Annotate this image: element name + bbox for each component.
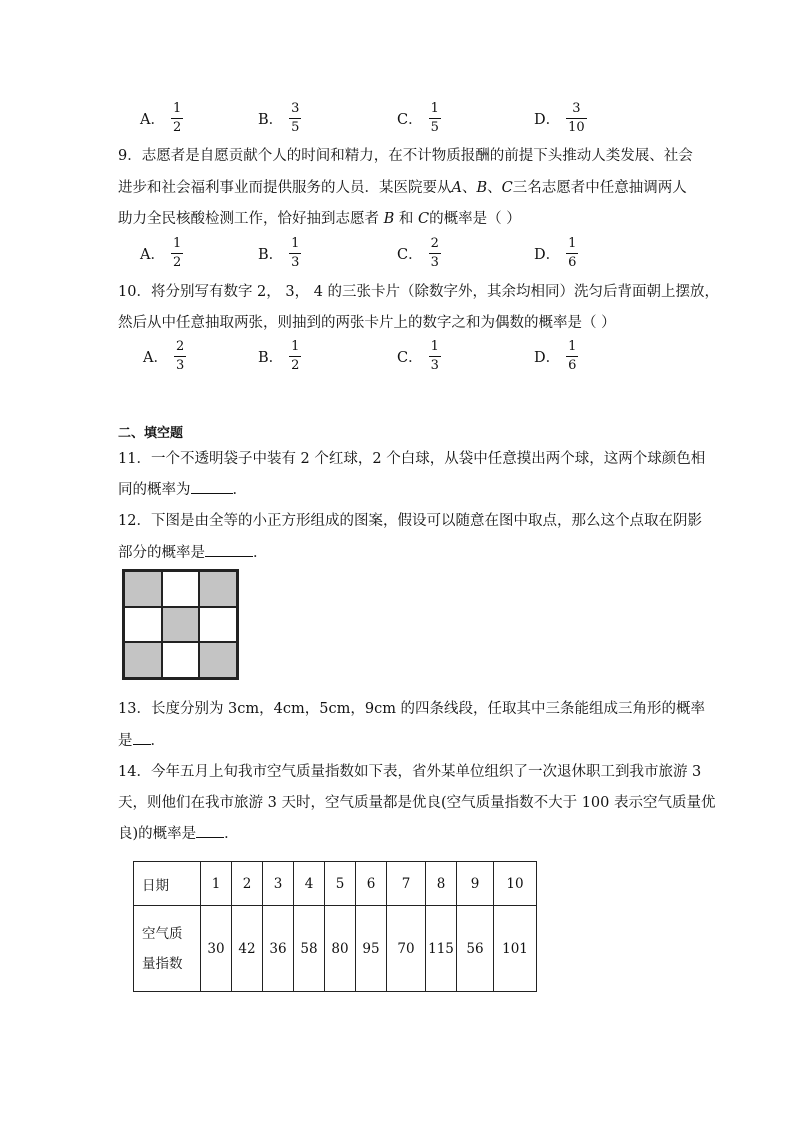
fraction: $\frac{1}{2}$ xyxy=(172,100,182,135)
answer-blank[interactable] xyxy=(191,481,233,494)
grid-cell xyxy=(124,607,162,643)
grid-cell-shaded xyxy=(199,571,237,607)
table-cell-date: 7 xyxy=(387,862,426,906)
q9-option-d[interactable]: D． $\frac{1}{6}$ xyxy=(534,235,577,270)
grid-cell xyxy=(162,571,200,607)
shaded-grid-figure xyxy=(122,569,239,680)
q9-line-3: 助力全民核酸检测工作，恰好抽到志愿者 B 和 C的概率是（ ） xyxy=(118,211,521,227)
answer-blank[interactable] xyxy=(133,732,151,745)
q14-line-3: 良)的概率是 ． xyxy=(118,826,239,842)
fraction: $\frac{1}{6}$ xyxy=(568,338,577,373)
q8-options xyxy=(140,98,740,138)
section-title: 二、填空题 xyxy=(118,426,184,441)
q8-option-a[interactable]: A． $\frac{1}{2}$ xyxy=(140,100,182,135)
q8-option-c[interactable]: C． $\frac{1}{5}$ xyxy=(397,100,439,135)
q10-line-2: 然后从中任意抽取两张，则抽到的两张卡片上的数字之和为偶数的概率是（ ） xyxy=(118,315,616,331)
fraction: $\frac{1}{2}$ xyxy=(291,338,300,373)
table-cell-aqi: 56 xyxy=(457,906,494,992)
q10-line-1: 10．将分别写有数字 2， 3， 4 的三张卡片（除数字外，其余均相同）洗匀后背面朝上摆放， xyxy=(118,284,720,300)
q13-line-2: 是 ． xyxy=(118,733,165,749)
q10-options xyxy=(143,336,743,376)
fraction: $\frac{3}{5}$ xyxy=(291,100,300,135)
table-cell-date: 4 xyxy=(294,862,325,906)
q10-option-a[interactable]: A． $\frac{2}{3}$ xyxy=(143,338,185,373)
table-cell-aqi: 115 xyxy=(426,906,457,992)
q9-option-c[interactable]: C． $\frac{2}{3}$ xyxy=(397,235,439,270)
grid-cell-shaded xyxy=(199,642,237,678)
fraction: $\frac{2}{3}$ xyxy=(430,235,439,270)
fraction: $\frac{1}{3}$ xyxy=(430,338,439,373)
q9-line-1: 9．志愿者是自愿贡献个人的时间和精力，在不计物质报酬的前提下头推动人类发展、社会 xyxy=(118,148,693,164)
fraction: $\frac{3}{10}$ xyxy=(568,100,585,135)
fraction: $\frac{2}{3}$ xyxy=(175,338,185,373)
air-quality-table xyxy=(133,861,537,992)
answer-blank[interactable] xyxy=(205,544,253,557)
table-cell-date: 8 xyxy=(426,862,457,906)
q9-option-a[interactable]: A． $\frac{1}{2}$ xyxy=(140,235,182,270)
table-cell-date: 10 xyxy=(494,862,537,906)
table-cell-date: 2 xyxy=(232,862,263,906)
table-cell-date: 3 xyxy=(263,862,294,906)
q9-line-2: 进步和社会福利事业而提供服务的人员．某医院要从A、B、C三名志愿者中任意抽调两人 xyxy=(118,180,687,196)
table-cell-date: 1 xyxy=(201,862,232,906)
q10-option-c[interactable]: C． $\frac{1}{3}$ xyxy=(397,338,439,373)
table-cell-date: 5 xyxy=(325,862,356,906)
table-cell-aqi: 30 xyxy=(201,906,232,992)
q12-line-2: 部分的概率是 ． xyxy=(118,545,268,561)
q8-option-b[interactable]: B． $\frac{3}{5}$ xyxy=(258,100,300,135)
fraction: $\frac{1}{2}$ xyxy=(172,235,182,270)
grid-cell xyxy=(162,642,200,678)
table-row xyxy=(134,906,537,992)
table-cell-date: 9 xyxy=(457,862,494,906)
q9-option-b[interactable]: B． $\frac{1}{3}$ xyxy=(258,235,300,270)
grid-cell-shaded xyxy=(124,571,162,607)
table-cell-aqi: 70 xyxy=(387,906,426,992)
fraction: $\frac{1}{3}$ xyxy=(291,235,300,270)
fraction: $\frac{1}{5}$ xyxy=(430,100,439,135)
q11-line-2: 同的概率为 ． xyxy=(118,482,247,498)
q8-option-d[interactable]: D． $\frac{3}{10}$ xyxy=(534,100,585,135)
grid-cell xyxy=(199,607,237,643)
fraction: $\frac{1}{6}$ xyxy=(568,235,577,270)
table-cell-date: 6 xyxy=(356,862,387,906)
q14-line-1: 14．今年五月上旬我市空气质量指数如下表，省外某单位组织了一次退休职工到我市旅游 3 xyxy=(118,764,702,780)
q14-line-2: 天，则他们在我市旅游 3 天时，空气质量都是优良(空气质量指数不大于 100 表示空气质量优 xyxy=(118,795,716,811)
table-cell-aqi: 95 xyxy=(356,906,387,992)
q13-line-1: 13．长度分别为 3cm，4cm，5cm，9cm 的四条线段，任取其中三条能组成三角形的概率 xyxy=(118,701,706,717)
answer-blank[interactable] xyxy=(196,825,224,838)
q9-options xyxy=(140,233,740,273)
table-row xyxy=(134,862,537,906)
grid-cell-shaded xyxy=(124,642,162,678)
q10-option-d[interactable]: D． $\frac{1}{6}$ xyxy=(534,338,577,373)
table-cell-aqi: 58 xyxy=(294,906,325,992)
table-header-aqi: 空气质 量指数 xyxy=(134,906,201,992)
table-cell-aqi: 101 xyxy=(494,906,537,992)
table-cell-aqi: 80 xyxy=(325,906,356,992)
table-cell-aqi: 36 xyxy=(263,906,294,992)
table-header-date: 日期 xyxy=(134,862,201,906)
q12-line-1: 12．下图是由全等的小正方形组成的图案，假设可以随意在图中取点，那么这个点取在阴影 xyxy=(118,513,702,529)
grid-cell-shaded xyxy=(162,607,200,643)
table-cell-aqi: 42 xyxy=(232,906,263,992)
q10-option-b[interactable]: B． $\frac{1}{2}$ xyxy=(258,338,300,373)
q11-line-1: 11．一个不透明袋子中装有 2 个红球，2 个白球，从袋中任意摸出两个球，这两个球颜色相 xyxy=(118,451,706,467)
